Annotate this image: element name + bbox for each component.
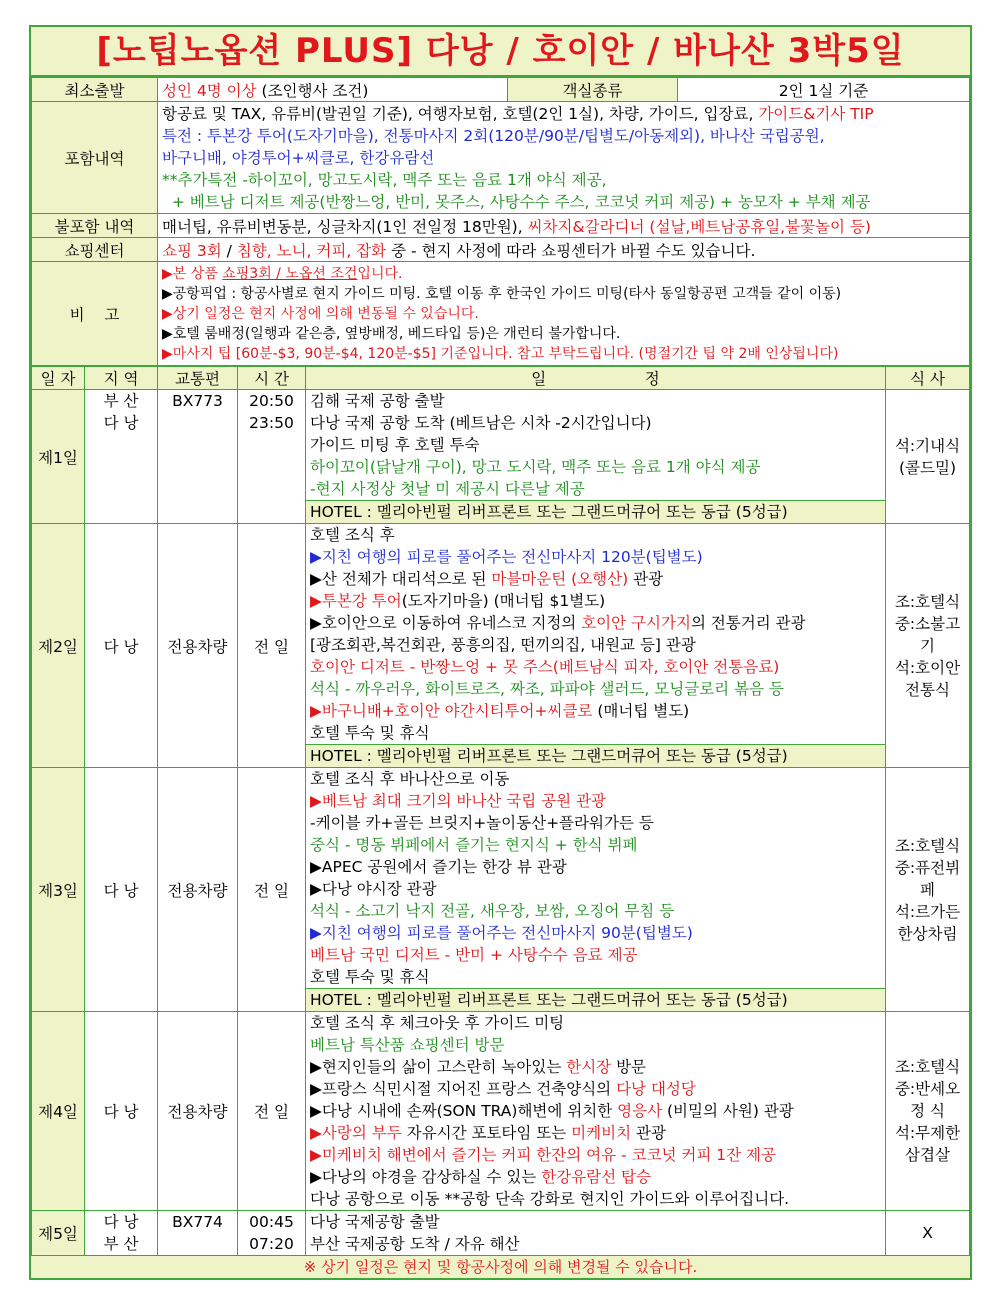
highlight: 미케비치 (571, 1124, 632, 1142)
schedule-line: 부산 국제공항 도착 / 자유 해산 (310, 1235, 520, 1253)
schedule-line: ▶다낭 야시장 관광 (310, 880, 437, 898)
schedule-line (310, 1078, 881, 1100)
schedule-line: ▶지친 여행의 피로를 풀어주는 전신마사지 90분(팁별도) (310, 924, 693, 942)
schedule-line: 호텔 조식 후 바나산으로 이동 (310, 770, 510, 788)
schedule-line: 호텔 조식 후 체크아웃 후 가이드 미팅 (310, 1014, 565, 1032)
include-row (32, 102, 970, 214)
hotel-line: HOTEL : 멜리아빈펄 리버프론트 또는 그랜드머큐어 또는 동급 (5성급) (306, 500, 885, 523)
day-meal (886, 524, 970, 768)
include-text: 항공료 및 TAX, 유류비(발권일 기준), 여행자보험, 호텔(2인 1실), 차량, 가이드, 입장료, (162, 104, 759, 123)
exclude-red-text: 씨차지&갈라디너 (설날,베트남공휴일,불꽃놀이 등) (527, 217, 871, 236)
schedule-line: 김해 국제 공항 출발 (310, 392, 445, 410)
day-label: 제4일 (32, 1012, 85, 1211)
text: ▶호이안으로 이동하여 유네스코 지정의 (310, 614, 582, 632)
text: ▶다낭의 야경을 감상하실 수 있는 (310, 1168, 542, 1186)
meal-line: 중:퓨전뷔페 (894, 858, 961, 899)
meal-line: 중:반세오 (894, 1080, 961, 1098)
schedule-line: ▶베트남 최대 크기의 바나산 국립 공원 관광 (310, 792, 607, 810)
meal-line: 석:호이안 (894, 658, 961, 677)
meal-line: (콜드밀) (898, 458, 956, 477)
header-transport: 교통편 (158, 367, 238, 390)
text: 방문 (611, 1058, 647, 1076)
day-row (32, 524, 970, 768)
day-row (32, 768, 970, 1012)
day-region: 다 낭 (85, 768, 158, 1012)
day-region: 다 낭 (85, 524, 158, 768)
day-row (32, 1211, 970, 1256)
schedule-line (310, 590, 881, 612)
day-time (238, 1211, 306, 1256)
highlight: 마블마운틴 (오행산) (491, 570, 629, 588)
header-time: 시 간 (238, 367, 306, 390)
meal-line: 삼겹살 (905, 1146, 950, 1164)
meal-line: 중:소불고기 (894, 614, 961, 655)
text: 관광 (631, 1124, 666, 1142)
note-line: ▶공항픽업 : 항공사별로 현지 가이드 미팅. 호텔 이동 후 한국인 가이드 미팅(타사 동일항공편 고객들 같이 이동) (162, 285, 842, 302)
schedule-line: 다낭 국제공항 출발 (310, 1213, 440, 1231)
day-label: 제2일 (32, 524, 85, 768)
meal-line: 조:호텔식 (894, 592, 961, 611)
time-arrive: 07:20 (249, 1235, 294, 1253)
region-from: 부 산 (103, 392, 139, 410)
guide-tip-text: 가이드&기사 TIP (758, 104, 874, 123)
shopping-row (32, 238, 970, 262)
text: 관광 (628, 570, 664, 588)
include-line (162, 103, 965, 125)
page-title: [노팁노옵션 PLUS] 다낭 / 호이안 / 바나산 3박5일 (31, 27, 970, 77)
schedule-line: 중식 - 명동 뷔페에서 즐기는 현지식 + 한식 뷔페 (310, 836, 638, 854)
time-depart: 00:45 (249, 1213, 294, 1231)
highlight: ▶투본강 투어 (310, 592, 402, 610)
schedule-line: 석식 - 소고기 낙지 전골, 새우장, 보쌈, 오징어 무침 등 (310, 902, 675, 920)
header-region: 지 역 (85, 367, 158, 390)
meal-line: 조:호텔식 (894, 1058, 961, 1076)
note-line: ▶마사지 팁 [60분-$3, 90분-$4, 120분-$5] 기준입니다. 참고 부탁드립니다. (명절기간 팁 약 2배 인상됩니다) (162, 345, 839, 362)
note-underlined: 쇼핑3회 / 노옵션 조건 (222, 265, 358, 282)
min-departure-rest: (조인행사 조건) (256, 81, 369, 100)
include-line: 바구니배, 야경투어+씨클로, 한강유람선 (162, 148, 435, 167)
schedule-line: 베트남 국민 디저트 - 반미 + 사탕수수 음료 제공 (310, 946, 638, 964)
day-meal (886, 390, 970, 524)
text: 의 전통거리 관광 (690, 614, 806, 632)
include-line: + 베트남 디저트 제공(반짱느엉, 반미, 못주스, 사탕수수 주스, 코코넛 커피 제공) + 농모자 + 부채 제공 (162, 192, 871, 211)
shopping-sep: / (221, 241, 237, 260)
time-depart: 20:50 (249, 392, 294, 410)
schedule-header-row (32, 367, 970, 390)
schedule-line: 석식 - 까우러우, 화이트로즈, 짜조, 파파야 샐러드, 모닝글로리 볶음 등 (310, 680, 784, 698)
day-row (32, 390, 970, 524)
region-to: 부 산 (103, 1235, 139, 1253)
day-meal (886, 768, 970, 1012)
schedule-line: ▶미케비치 해변에서 즐기는 커피 한잔의 여유 - 코코넛 커피 1잔 제공 (310, 1146, 776, 1164)
day-region: 다 낭 (85, 1012, 158, 1211)
highlight: 한시장 (566, 1058, 612, 1076)
schedule-line (310, 1056, 881, 1078)
room-type-label: 객실종류 (508, 78, 678, 102)
meal-line: 전통식 (905, 680, 950, 699)
note-row (32, 262, 970, 366)
exclude-label: 불포함 내역 (32, 214, 158, 238)
text: ▶다낭 시내에 손짜(SON TRA)해변에 위치한 (310, 1102, 618, 1120)
schedule-line (310, 568, 881, 590)
schedule-line: 가이드 미팅 후 호텔 투숙 (310, 436, 480, 454)
highlight: ▶바구니배+호이안 야간시티투어+씨클로 (310, 702, 593, 720)
schedule-table (31, 366, 970, 1256)
day-label: 제5일 (32, 1211, 85, 1256)
note-line: ▶상기 일정은 현지 사정에 의해 변동될 수 있습니다. (162, 305, 479, 322)
highlight: 영응사 (617, 1102, 663, 1120)
day-row (32, 1012, 970, 1211)
min-departure-value (158, 78, 508, 102)
highlight: 호이안 구시가지 (581, 614, 691, 632)
schedule-line: 하이꼬이(닭날개 구이), 망고 도시락, 맥주 또는 음료 1개 야식 제공 (310, 458, 761, 476)
day-time: 전 일 (238, 524, 306, 768)
meal-line: 조:호텔식 (894, 836, 961, 855)
shopping-count: 쇼핑 3회 (162, 241, 222, 260)
schedule-line: -현지 사정상 첫날 미 제공시 다른날 제공 (310, 480, 585, 498)
include-line: 특전 : 투본강 투어(도자기마을), 전통마사지 2회(120분/90분/팁별도/아동제외), 바나산 국립공원, (162, 126, 825, 145)
schedule-line: 다낭 국제 공항 도착 (베트남은 시차 -2시간입니다) (310, 414, 652, 432)
room-type-value: 2인 1실 기준 (678, 78, 970, 102)
min-departure-row (32, 78, 970, 102)
schedule-line (310, 612, 881, 634)
day-schedule (306, 1012, 886, 1211)
shopping-items: 침향, 노니, 커피, 잡화 (236, 241, 387, 260)
day-label: 제1일 (32, 390, 85, 524)
info-table (31, 77, 970, 366)
hotel-line: HOTEL : 멜리아빈펄 리버프론트 또는 그랜드머큐어 또는 동급 (5성급) (306, 988, 885, 1011)
schedule-line: 다낭 공항으로 이동 **공항 단속 강화로 현지인 가이드와 이루어집니다. (310, 1190, 790, 1208)
day-schedule (306, 1211, 886, 1256)
day-schedule (306, 768, 886, 1012)
text: (매너팁 별도) (592, 702, 690, 720)
schedule-line (310, 1122, 881, 1144)
day-meal (886, 1012, 970, 1211)
schedule-line (310, 1166, 881, 1188)
schedule-line: 호텔 투숙 및 휴식 (310, 968, 430, 986)
schedule-line: [광조회관,복건회관, 풍흥의집, 떤끼의집, 내원교 등] 관광 (310, 636, 696, 654)
min-departure-red: 성인 4명 이상 (162, 81, 257, 100)
day-transport: BX774 (158, 1211, 238, 1256)
highlight: 한강유람선 탑승 (541, 1168, 651, 1186)
exclude-row (32, 214, 970, 238)
schedule-line: 베트남 특산품 쇼핑센터 방문 (310, 1036, 505, 1054)
note-line (162, 264, 965, 284)
meal-line: 한상차림 (897, 924, 958, 943)
meal-line: 석:르가든 (894, 902, 961, 921)
day-label: 제3일 (32, 768, 85, 1012)
schedule-line: 호이안 디저트 - 반짱느엉 + 못 주스(베트남식 피자, 호이안 전통음료) (310, 658, 780, 676)
footer-notice: ※ 상기 일정은 현지 및 항공사정에 의해 변경될 수 있습니다. (31, 1256, 970, 1278)
day-transport: 전용차량 (158, 768, 238, 1012)
schedule-line: ▶APEC 공원에서 즐기는 한강 뷰 관광 (310, 858, 567, 876)
schedule-line: ▶지친 여행의 피로를 풀어주는 전신마사지 120분(팁별도) (310, 548, 703, 566)
exclude-content (158, 214, 970, 238)
note-text: ▶본 상품 (162, 265, 223, 282)
time-arrive: 23:50 (249, 414, 294, 432)
day-transport: 전용차량 (158, 524, 238, 768)
schedule-line: 호텔 투숙 및 휴식 (310, 724, 430, 742)
schedule-line: 호텔 조식 후 (310, 526, 395, 544)
text: ▶프랑스 식민시절 지어진 프랑스 건축양식의 (310, 1080, 617, 1098)
meal-line: 정 식 (910, 1102, 945, 1120)
schedule-line (310, 700, 881, 722)
meal-line: 석:무제한 (894, 1124, 961, 1142)
highlight: ▶사랑의 부두 (310, 1124, 402, 1142)
note-content (158, 262, 970, 366)
text: ▶산 전체가 대리석으로 된 (310, 570, 492, 588)
day-transport: 전용차량 (158, 1012, 238, 1211)
schedule-line: -케이블 카+골든 브릿지+놀이동산+플라워가든 등 (310, 814, 654, 832)
day-time: 전 일 (238, 768, 306, 1012)
text: 자유시간 포토타임 또는 (401, 1124, 572, 1142)
exclude-text: 매너팁, 유류비변동분, 싱글차지(1인 전일정 18만원), (162, 217, 528, 236)
day-time: 전 일 (238, 1012, 306, 1211)
day-schedule (306, 390, 886, 524)
shopping-content (158, 238, 970, 262)
include-line: **추가특전 -하이꼬이, 망고도시락, 맥주 또는 음료 1개 야식 제공, (162, 170, 607, 189)
include-content (158, 102, 970, 214)
day-meal: X (886, 1211, 970, 1256)
day-region (85, 1211, 158, 1256)
day-transport: BX773 (158, 390, 238, 524)
meal-line: 석:기내식 (894, 436, 961, 455)
note-label: 비 고 (32, 262, 158, 366)
schedule-line (310, 1100, 881, 1122)
header-meal: 식 사 (886, 367, 970, 390)
shopping-label: 쇼핑센터 (32, 238, 158, 262)
text: (비밀의 사원) 관광 (662, 1102, 794, 1120)
note-line: ▶호텔 룸배정(일행과 같은층, 옆방배정, 베드타입 등)은 개런티 불가합니다. (162, 325, 621, 342)
region-to: 다 낭 (103, 414, 139, 432)
header-date: 일 자 (32, 367, 85, 390)
text: (도자기마을) (매너팁 $1별도) (401, 592, 606, 610)
hotel-line: HOTEL : 멜리아빈펄 리버프론트 또는 그랜드머큐어 또는 동급 (5성급) (306, 744, 885, 767)
include-label: 포함내역 (32, 102, 158, 214)
itinerary-frame (29, 25, 972, 1280)
region-from: 다 낭 (103, 1213, 139, 1231)
day-schedule (306, 524, 886, 768)
day-region (85, 390, 158, 524)
note-text: 입니다. (357, 265, 403, 282)
shopping-note: 중 - 현지 사정에 따라 쇼핑센터가 바뀔 수도 있습니다. (386, 241, 756, 260)
text: ▶현지인들의 삶이 고스란히 녹아있는 (310, 1058, 567, 1076)
highlight: 다낭 대성당 (616, 1080, 696, 1098)
header-schedule: 일 정 (306, 367, 886, 390)
day-time (238, 390, 306, 524)
min-departure-label: 최소출발 (32, 78, 158, 102)
